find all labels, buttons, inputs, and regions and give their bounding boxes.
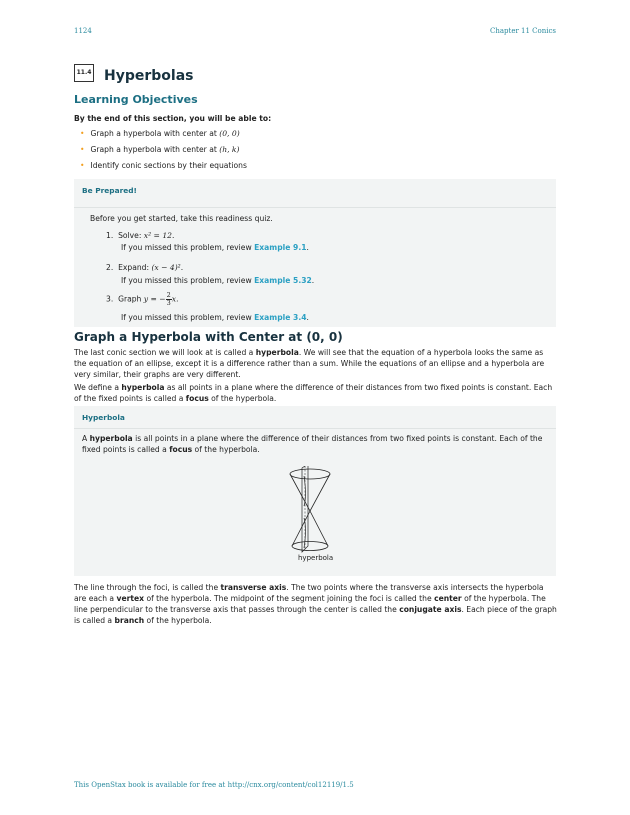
quiz-review: If you missed this problem, review Example 9.1. [121, 243, 309, 252]
objectives-intro: By the end of this section, you will be able to: [74, 114, 272, 123]
bullet-icon: • [80, 161, 85, 170]
quiz-item: 2. Expand: (x − 4)². [106, 263, 184, 272]
fraction: $\frac{2}{3}$ [166, 291, 171, 307]
example-link[interactable]: Example 9.1 [254, 243, 307, 252]
paragraph: We define a hyperbola as all points in a plane where the difference of their distances from two fixed points is constant. Each of the fixed points is called a focus of the hyperbola. [74, 383, 553, 403]
quiz-intro: Before you get started, take this readiness quiz. [90, 214, 273, 223]
be-prepared-heading: Be Prepared! [82, 186, 137, 195]
objective-item: • Graph a hyperbola with center at (h, k) [80, 145, 240, 154]
chapter-label: Chapter 11 Conics [489, 27, 556, 35]
bullet-icon: • [80, 145, 85, 154]
divider [74, 428, 556, 429]
hyperbola-cone-figure [284, 466, 344, 556]
section-heading: Graph a Hyperbola with Center at (0, 0) [74, 330, 343, 344]
definition-heading: Hyperbola [82, 413, 125, 422]
bullet-icon: • [80, 129, 85, 138]
be-prepared-box [74, 179, 556, 327]
divider [74, 207, 556, 208]
footer-text: This OpenStax book is available for free at http://cnx.org/content/col12119/1.5 [74, 781, 354, 789]
example-link[interactable]: Example 3.4 [254, 313, 307, 322]
objective-item: • Identify conic sections by their equations [80, 161, 247, 170]
section-title: Hyperbolas [104, 68, 194, 84]
page-number: 1124 [74, 27, 92, 35]
example-link[interactable]: Example 5.32 [254, 276, 312, 285]
paragraph: The last conic section we will look at is called a hyperbola. We will see that the equation of a hyperbola looks the same as the equation of an ellipse, except it is a difference rather than a sum. While the equations of an ellipse and a hyperbola are very similar, their graphs are very different. [74, 348, 545, 379]
definition-text: A hyperbola is all points in a plane where the difference of their distances from two fixed points is constant. Each of the fixed points is called a focus of the hyperbola. [82, 434, 543, 454]
section-number-box: 11.4 [74, 64, 94, 82]
paragraph: The line through the foci, is called the transverse axis. The two points where the transverse axis intersects the hyperbola are each a vertex of the hyperbola. The midpoint of the segment joining the foci is called the center of the hyperbola. The line perpendicular to the transverse axis that passes through the center is called the conjugate axis. Each piece of the graph is called a branch of the hyperbola. [74, 583, 557, 625]
learning-objectives-heading: Learning Objectives [74, 93, 198, 106]
figure-caption: hyperbola [298, 554, 334, 562]
quiz-item: 3. Graph y = − $\frac{2}{3}$ x. [106, 291, 179, 307]
objective-item: • Graph a hyperbola with center at (0, 0) [80, 129, 240, 138]
quiz-review: If you missed this problem, review Example 5.32. [121, 276, 315, 285]
quiz-review: If you missed this problem, review Example 3.4. [121, 313, 309, 322]
quiz-item: 1. Solve: x² = 12. [106, 231, 175, 240]
definition-box [74, 406, 556, 576]
